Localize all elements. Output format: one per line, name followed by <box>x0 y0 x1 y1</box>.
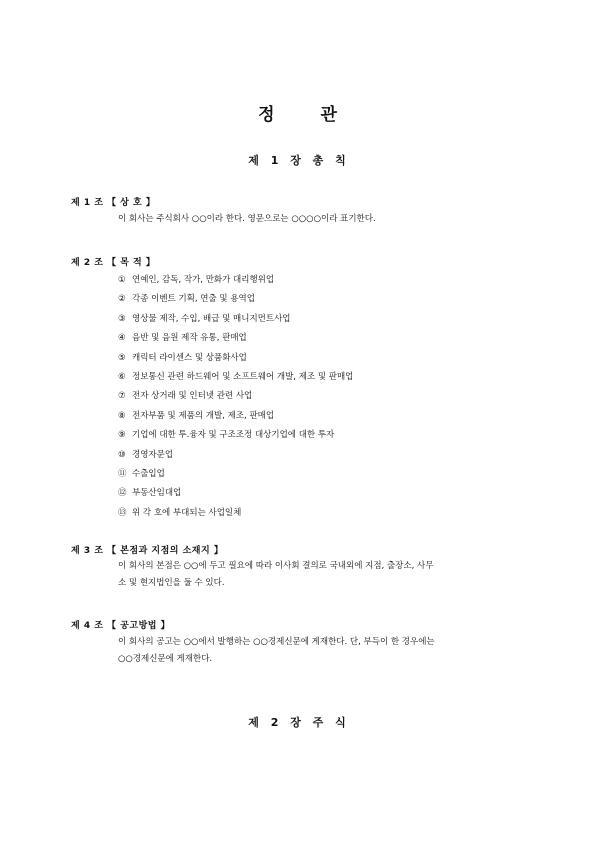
item-text: 영상물 제작, 수입, 배급 및 매니지먼트사업 <box>132 313 291 324</box>
list-item <box>118 373 353 392</box>
list-item <box>118 509 353 528</box>
list-item <box>118 354 353 373</box>
article-3-heading: 제 3 조 【 본점과 지점의 소재지 】 <box>71 546 224 556</box>
item-text: 기업에 대한 투.융자 및 구조조정 대상기업에 대한 투자 <box>132 430 335 441</box>
list-item <box>118 431 353 450</box>
list-item <box>118 315 353 334</box>
article-2-heading: 제 2 조 【 목 적 】 <box>71 258 156 268</box>
article-1-body <box>118 211 498 228</box>
article-3-line-1: 이 회사의 본점은 ○○에 두고 필요에 따라 이사회 결의로 국내외에 지점, 출장소, 사무 <box>118 561 434 571</box>
item-text: 전자부품 및 제품의 개발, 제조, 판매업 <box>132 410 275 421</box>
item-text: 수출입업 <box>132 468 165 479</box>
article-3-line-2: 소 및 현지법인을 둘 수 있다. <box>118 578 225 588</box>
list-item <box>118 412 353 431</box>
item-number: ⑩ <box>118 449 126 460</box>
item-number: ⑥ <box>118 371 126 382</box>
item-number: ③ <box>118 313 126 324</box>
item-number: ⑤ <box>118 352 126 363</box>
item-number: ① <box>118 275 126 285</box>
purpose-list <box>118 276 353 528</box>
item-number: ⑧ <box>118 410 126 421</box>
item-number: ⑫ <box>118 488 127 499</box>
article-4-line-2: ○○경제신문에 게재한다. <box>118 654 213 664</box>
item-text: 음반 및 음원 제작 유통, 판매업 <box>132 333 247 344</box>
item-text: 경영자문업 <box>132 449 174 460</box>
item-text: 위 각 호에 부대되는 사업일체 <box>132 507 242 518</box>
list-item <box>118 392 353 411</box>
item-number: ⑦ <box>118 391 126 402</box>
item-text: 정보통신 관련 하드웨어 및 소프트웨어 개발, 제조 및 판매업 <box>132 371 354 382</box>
item-text: 캐릭터 라이센스 및 상품화사업 <box>132 352 247 363</box>
item-number: ⑪ <box>118 468 127 479</box>
list-item <box>118 470 353 489</box>
article-4-body <box>118 634 498 668</box>
article-1-line-1: 이 회사는 주식회사 ○○이라 한다. 영문으로는 ○○○○이라 표기한다. <box>118 214 376 224</box>
list-item <box>118 295 353 314</box>
article-3-body <box>118 558 498 592</box>
list-item <box>118 334 353 353</box>
list-item <box>118 489 353 508</box>
chapter-heading-1: 제 1 장 총 칙 <box>248 154 347 167</box>
item-text: 연예인, 감독, 작가, 만화가 대리행위업 <box>132 275 275 285</box>
item-number: ⑨ <box>118 430 126 441</box>
item-number: ④ <box>118 333 126 344</box>
chapter-heading-2: 제 2 장 주 식 <box>248 716 347 729</box>
article-1-heading: 제 1 조 【 상 호 】 <box>71 198 156 208</box>
article-4-line-1: 이 회사의 공고는 ○○에서 발행하는 ○○경제신문에 게재한다. 단, 부득이 한 경우에는 <box>118 637 435 647</box>
list-item <box>118 451 353 470</box>
document-title: 정 관 <box>258 105 337 125</box>
item-number: ⑬ <box>118 507 127 518</box>
item-text: 전자 상거래 및 인터넷 관련 사업 <box>132 391 253 402</box>
item-text: 각종 이벤트 기획, 연출 및 용역업 <box>132 294 255 305</box>
list-item <box>118 276 353 295</box>
item-number: ② <box>118 294 126 305</box>
article-4-heading: 제 4 조 【 공고방법 】 <box>71 621 171 631</box>
item-text: 부동산임대업 <box>132 488 182 499</box>
